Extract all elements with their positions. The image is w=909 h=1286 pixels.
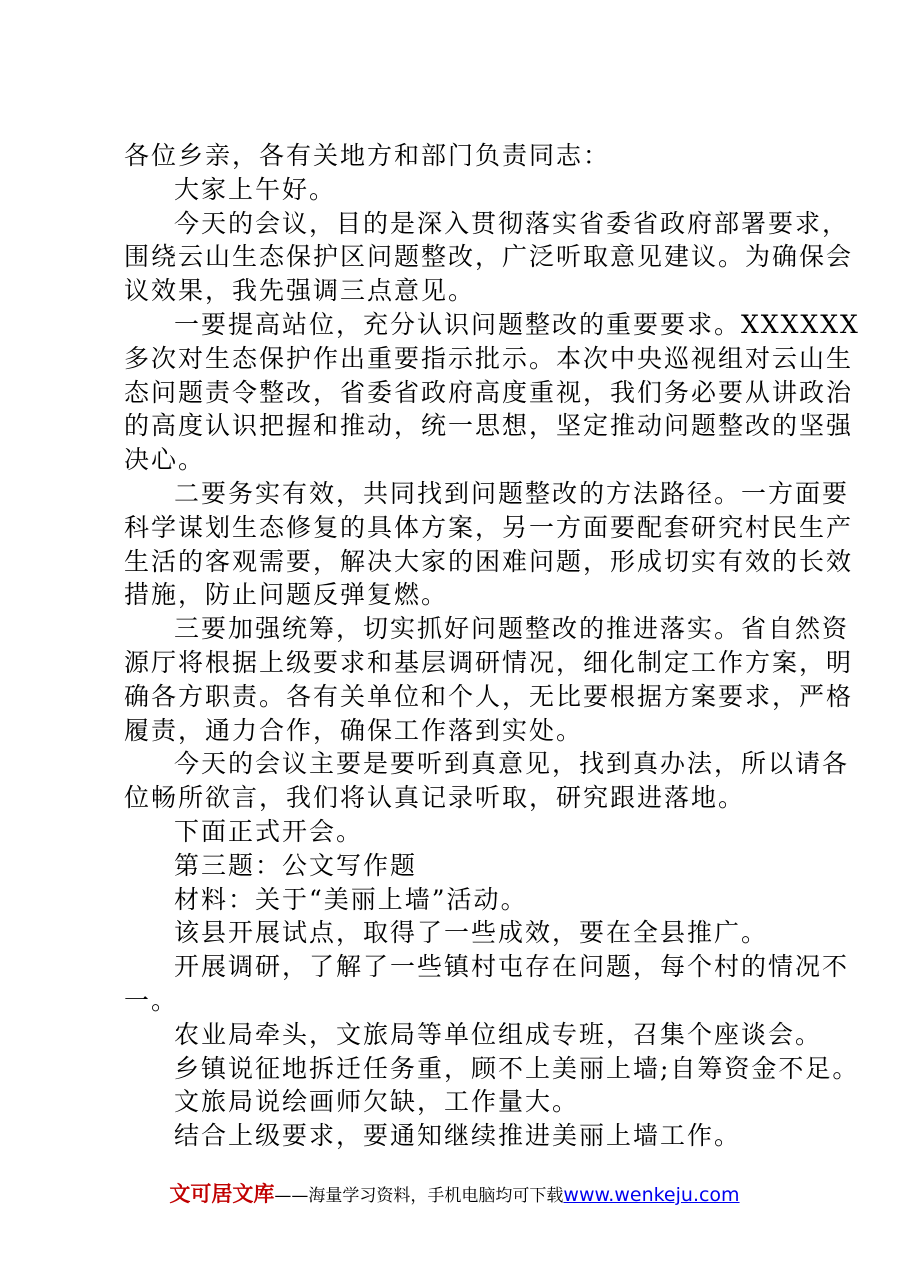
document-line: 措施，防止问题反弹复燃。: [124, 580, 449, 609]
document-line: 一要提高站位，充分认识问题整改的重要要求。XXXXXX: [174, 310, 860, 339]
document-line: 生活的客观需要，解决大家的困难问题，形成切实有效的长效: [124, 547, 854, 576]
document-line: 态问题责令整改，省委省政府高度重视，我们务必要从讲政治: [124, 378, 854, 407]
document-line: 科学谋划生态修复的具体方案，另一方面要配套研究村民生产: [124, 513, 854, 542]
document-line: 该县开展试点，取得了一些成效，要在全县推广。: [174, 918, 769, 947]
document-line: 一。: [124, 986, 179, 1015]
document-line: 农业局牵头，文旅局等单位组成专班，召集个座谈会。: [174, 1020, 823, 1049]
document-line: 各位乡亲，各有关地方和部门负责同志：: [124, 141, 611, 170]
document-line: 围绕云山生态保护区问题整改，广泛听取意见建议。为确保会: [124, 242, 854, 271]
document-line: 履责，通力合作，确保工作落到实处。: [124, 716, 584, 745]
footer-banner: [0, 1180, 909, 1210]
document-line: 大家上午好。: [174, 175, 337, 204]
document-line: 位畅所欲言，我们将认真记录听取，研究跟进落地。: [124, 783, 746, 812]
document-line: 材料：关于“美丽上墙”活动。: [174, 885, 528, 914]
document-line: 二要务实有效，共同找到问题整改的方法路径。一方面要: [174, 479, 850, 508]
footer-slogan: ——海量学习资料，手机电脑均可下载: [274, 1186, 564, 1206]
document-line: 多次对生态保护作出重要指示批示。本次中央巡视组对云山生: [124, 344, 854, 373]
document-line: 下面正式开会。: [174, 817, 364, 846]
footer-brand: 文可居文库: [169, 1182, 275, 1206]
document-line: 文旅局说绘画师欠缺，工作量大。: [174, 1087, 580, 1116]
document-line: 今天的会议，目的是深入贯彻落实省委省政府部署要求，: [174, 209, 850, 238]
document-line: 决心。: [124, 445, 206, 474]
document-line: 三要加强统筹，切实抓好问题整改的推进落实。省自然资: [174, 614, 850, 643]
document-line: 第三题：公文写作题: [174, 851, 418, 880]
document-line: 开展调研，了解了一些镇村屯存在问题，每个村的情况不: [174, 952, 850, 981]
document-line: 议效果，我先强调三点意见。: [124, 276, 476, 305]
footer-url-link[interactable]: www.wenkeju.com: [563, 1184, 740, 1206]
document-line: 的高度认识把握和推动，统一思想，坚定推动问题整改的坚强: [124, 411, 854, 440]
document-line: 源厅将根据上级要求和基层调研情况，细化制定工作方案，明: [124, 648, 854, 677]
document-line: 今天的会议主要是要听到真意见，找到真办法，所以请各: [174, 749, 850, 778]
document-line: 乡镇说征地拆迁任务重，顾不上美丽上墙;自筹资金不足。: [174, 1054, 860, 1083]
document-line: 确各方职责。各有关单位和个人，无比要根据方案要求，严格: [124, 682, 854, 711]
document-line: 结合上级要求，要通知继续推进美丽上墙工作。: [174, 1121, 742, 1150]
